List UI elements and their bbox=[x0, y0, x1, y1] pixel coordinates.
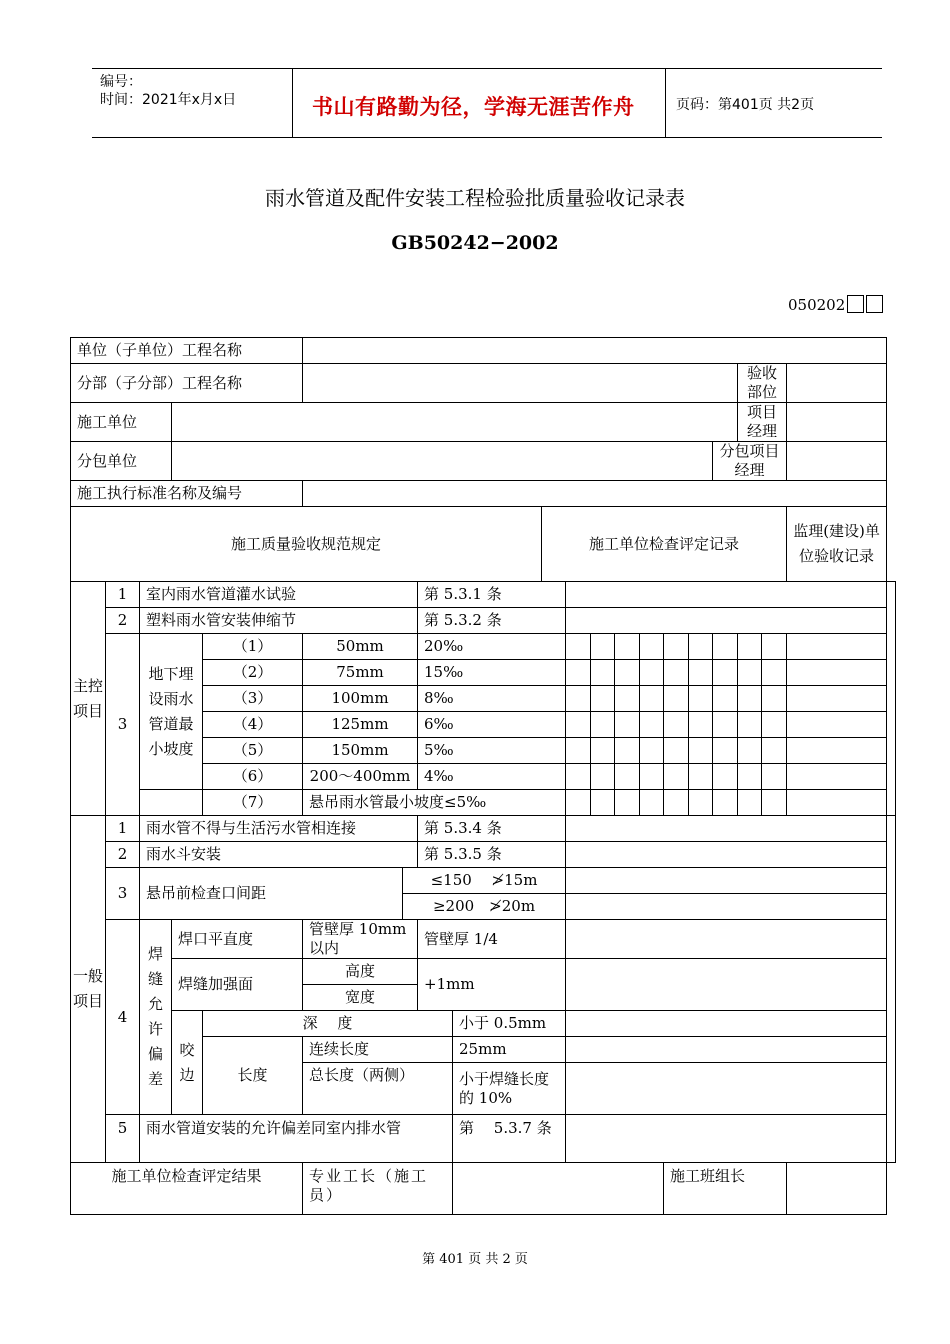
continuous-length-value: 25mm bbox=[453, 1037, 566, 1063]
project-manager-value[interactable] bbox=[787, 403, 887, 442]
item-number: 5 bbox=[106, 1115, 140, 1163]
spec-column-header: 施工质量验收规范规定 bbox=[71, 507, 542, 582]
check-cell[interactable] bbox=[787, 790, 887, 816]
check-record[interactable] bbox=[566, 1115, 887, 1163]
item-name: 室内雨水管道灌水试验 bbox=[140, 582, 418, 608]
weld-deviation-label: 焊缝允许偏差 bbox=[140, 920, 172, 1115]
check-cell[interactable] bbox=[591, 660, 615, 686]
check-column-header: 施工单位检查评定记录 bbox=[542, 507, 787, 582]
check-cell[interactable] bbox=[591, 764, 615, 790]
min-slope: 20‰ bbox=[418, 634, 566, 660]
form-code-number: 050202 bbox=[788, 296, 846, 314]
item-clause: 第 5.3.4 条 bbox=[418, 816, 566, 842]
check-record[interactable] bbox=[566, 920, 887, 959]
item-number: 4 bbox=[106, 920, 140, 1115]
check-cell[interactable] bbox=[591, 686, 615, 712]
general-items-label: 一般项目 bbox=[71, 816, 106, 1163]
check-record[interactable] bbox=[566, 608, 887, 634]
check-cell[interactable] bbox=[566, 660, 591, 686]
page-footer: 第 401 页 共 2 页 bbox=[422, 1252, 528, 1267]
check-cell[interactable] bbox=[762, 712, 787, 738]
subcontract-unit-value[interactable] bbox=[172, 442, 713, 481]
check-cell[interactable] bbox=[713, 686, 738, 712]
check-cell[interactable] bbox=[738, 764, 762, 790]
min-slope: 4‰ bbox=[418, 764, 566, 790]
cleanout-spacing-a: ≤150 ≯15m bbox=[403, 868, 566, 894]
standard-code: GB50242−2002 bbox=[391, 232, 559, 254]
check-cell[interactable] bbox=[762, 634, 787, 660]
undercut-depth-value: 小于 0.5mm bbox=[453, 1011, 566, 1037]
item-number: 3 bbox=[106, 868, 140, 920]
check-cell[interactable] bbox=[640, 712, 664, 738]
slope-index: （5） bbox=[203, 738, 303, 764]
reinforcement-width: 宽度 bbox=[303, 985, 418, 1011]
check-cell[interactable] bbox=[738, 634, 762, 660]
check-cell[interactable] bbox=[713, 712, 738, 738]
team-leader-signature[interactable] bbox=[787, 1163, 887, 1215]
page-header bbox=[92, 68, 882, 138]
check-record[interactable] bbox=[566, 842, 887, 868]
item-clause: 第 5.3.1 条 bbox=[418, 582, 566, 608]
check-record[interactable] bbox=[566, 868, 887, 894]
check-cell[interactable] bbox=[787, 712, 887, 738]
supervision-record[interactable] bbox=[887, 582, 896, 816]
weld-flatness-value: 管壁厚 1/4 bbox=[418, 920, 566, 959]
check-record[interactable] bbox=[566, 1011, 887, 1037]
check-cell[interactable] bbox=[762, 660, 787, 686]
item-clause: 第 5.3.2 条 bbox=[418, 608, 566, 634]
item-name: 雨水斗安装 bbox=[140, 842, 418, 868]
pipe-size: 75mm bbox=[303, 660, 418, 686]
check-cell[interactable] bbox=[615, 712, 640, 738]
check-record[interactable] bbox=[566, 894, 887, 920]
check-cell[interactable] bbox=[689, 660, 713, 686]
check-cell[interactable] bbox=[566, 712, 591, 738]
item-number: 1 bbox=[106, 582, 140, 608]
check-cell[interactable] bbox=[591, 738, 615, 764]
header-divider bbox=[665, 69, 666, 137]
check-cell[interactable] bbox=[566, 634, 591, 660]
result-label: 施工单位检查评定结果 bbox=[71, 1163, 303, 1215]
check-record[interactable] bbox=[566, 1063, 887, 1115]
sub-project-label: 分部（子分部）工程名称 bbox=[71, 364, 303, 403]
slope-index: （3） bbox=[203, 686, 303, 712]
check-cell[interactable] bbox=[566, 686, 591, 712]
min-slope: 5‰ bbox=[418, 738, 566, 764]
slope-index: （2） bbox=[203, 660, 303, 686]
check-cell[interactable] bbox=[591, 712, 615, 738]
check-record[interactable] bbox=[566, 582, 887, 608]
continuous-length-label: 连续长度 bbox=[303, 1037, 453, 1063]
check-cell[interactable] bbox=[738, 660, 762, 686]
inspection-table bbox=[70, 337, 896, 1215]
slope-index: （1） bbox=[203, 634, 303, 660]
check-record[interactable] bbox=[566, 1037, 887, 1063]
standard-name-label: 施工执行标准名称及编号 bbox=[71, 481, 303, 507]
total-length-label: 总长度（两侧） bbox=[303, 1063, 453, 1115]
acceptance-part-value[interactable] bbox=[787, 364, 887, 403]
check-cell[interactable] bbox=[664, 738, 689, 764]
check-cell[interactable] bbox=[689, 764, 713, 790]
check-cell[interactable] bbox=[689, 634, 713, 660]
subcontract-unit-label: 分包单位 bbox=[71, 442, 172, 481]
form-code bbox=[788, 295, 883, 314]
undercut-length-label: 长度 bbox=[203, 1037, 303, 1115]
min-slope: 15‰ bbox=[418, 660, 566, 686]
check-cell[interactable] bbox=[738, 738, 762, 764]
time-label: 时间：2021年x月x日 bbox=[100, 92, 237, 108]
check-cell[interactable] bbox=[640, 660, 664, 686]
check-cell[interactable] bbox=[787, 634, 887, 660]
min-slope: 6‰ bbox=[418, 712, 566, 738]
check-cell[interactable] bbox=[566, 790, 591, 816]
check-cell[interactable] bbox=[713, 764, 738, 790]
check-cell[interactable] bbox=[787, 738, 887, 764]
subcontract-manager-label: 分包项目经理 bbox=[713, 442, 787, 481]
weld-flatness-condition: 管壁厚 10mm 以内 bbox=[303, 920, 418, 959]
check-cell[interactable] bbox=[787, 660, 887, 686]
sub-project-value[interactable] bbox=[303, 364, 738, 403]
code-box[interactable] bbox=[847, 295, 864, 313]
check-cell[interactable] bbox=[762, 738, 787, 764]
weld-reinforcement-label: 焊缝加强面 bbox=[172, 959, 303, 1011]
check-cell[interactable] bbox=[640, 764, 664, 790]
check-cell[interactable] bbox=[689, 738, 713, 764]
team-leader-label: 施工班组长 bbox=[664, 1163, 787, 1215]
check-cell[interactable] bbox=[664, 764, 689, 790]
check-cell[interactable] bbox=[664, 686, 689, 712]
form-title: 雨水管道及配件安装工程检验批质量验收记录表 bbox=[265, 186, 685, 210]
item-number: 2 bbox=[106, 608, 140, 634]
check-cell[interactable] bbox=[566, 738, 591, 764]
blank-cell bbox=[140, 790, 203, 816]
check-cell[interactable] bbox=[787, 686, 887, 712]
pipe-size: 100mm bbox=[303, 686, 418, 712]
pipe-size: 125mm bbox=[303, 712, 418, 738]
slope-index: （6） bbox=[203, 764, 303, 790]
check-cell[interactable] bbox=[762, 790, 787, 816]
check-cell[interactable] bbox=[640, 790, 664, 816]
foreman-signature[interactable] bbox=[453, 1163, 664, 1215]
number-label: 编号： bbox=[100, 74, 142, 90]
item-name: 塑料雨水管安装伸缩节 bbox=[140, 608, 418, 634]
check-cell[interactable] bbox=[640, 686, 664, 712]
check-cell[interactable] bbox=[738, 790, 762, 816]
check-cell[interactable] bbox=[664, 634, 689, 660]
check-cell[interactable] bbox=[615, 790, 640, 816]
check-cell[interactable] bbox=[738, 686, 762, 712]
undercut-label: 咬边 bbox=[172, 1011, 203, 1115]
standard-name-value[interactable] bbox=[303, 481, 887, 507]
check-cell[interactable] bbox=[713, 790, 738, 816]
header-left bbox=[100, 73, 236, 109]
slope-group-label: 地下埋设雨水管道最小坡度 bbox=[140, 634, 203, 790]
check-cell[interactable] bbox=[689, 790, 713, 816]
header-page-info: 页码：第401页 共2页 bbox=[676, 97, 815, 113]
project-manager-label: 项目经理 bbox=[738, 403, 787, 442]
check-cell[interactable] bbox=[640, 738, 664, 764]
unit-project-value[interactable] bbox=[303, 338, 887, 364]
foreman-label: 专业工长（施工员） bbox=[303, 1163, 453, 1215]
code-box[interactable] bbox=[866, 295, 883, 313]
check-cell[interactable] bbox=[713, 634, 738, 660]
check-cell[interactable] bbox=[664, 660, 689, 686]
check-cell[interactable] bbox=[664, 790, 689, 816]
min-slope: 8‰ bbox=[418, 686, 566, 712]
item-clause: 第 5.3.5 条 bbox=[418, 842, 566, 868]
pipe-size: 150mm bbox=[303, 738, 418, 764]
construction-unit-value[interactable] bbox=[172, 403, 738, 442]
acceptance-part-label: 验收部位 bbox=[738, 364, 787, 403]
construction-unit-label: 施工单位 bbox=[71, 403, 172, 442]
check-cell[interactable] bbox=[738, 712, 762, 738]
cleanout-spacing-b: ≥200 ≯20m bbox=[403, 894, 566, 920]
item-number: 2 bbox=[106, 842, 140, 868]
check-cell[interactable] bbox=[615, 660, 640, 686]
item-name: 悬吊前检查口间距 bbox=[140, 868, 403, 920]
pipe-size: 200～400mm bbox=[303, 764, 418, 790]
check-cell[interactable] bbox=[689, 686, 713, 712]
subcontract-manager-value[interactable] bbox=[787, 442, 887, 481]
check-cell[interactable] bbox=[762, 764, 787, 790]
check-cell[interactable] bbox=[713, 738, 738, 764]
item-number: 1 bbox=[106, 816, 140, 842]
undercut-depth-label: 深 度 bbox=[203, 1011, 453, 1037]
item-number: 3 bbox=[106, 634, 140, 816]
header-divider bbox=[292, 69, 293, 137]
hanging-pipe-slope: 悬吊雨水管最小坡度≤5‰ bbox=[303, 790, 566, 816]
item-clause: 第 5.3.7 条 bbox=[453, 1115, 566, 1163]
reinforcement-value: +1mm bbox=[418, 959, 566, 1011]
supervision-column-header: 监理(建设)单位验收记录 bbox=[787, 507, 887, 582]
check-cell[interactable] bbox=[664, 712, 689, 738]
reinforcement-height: 高度 bbox=[303, 959, 418, 985]
check-cell[interactable] bbox=[566, 764, 591, 790]
weld-flatness-label: 焊口平直度 bbox=[172, 920, 303, 959]
check-cell[interactable] bbox=[615, 634, 640, 660]
slope-index: （7） bbox=[203, 790, 303, 816]
check-cell[interactable] bbox=[713, 660, 738, 686]
header-motto: 书山有路勤为径，学海无涯苦作舟 bbox=[312, 95, 635, 119]
pipe-size: 50mm bbox=[303, 634, 418, 660]
check-cell[interactable] bbox=[787, 764, 887, 790]
check-record[interactable] bbox=[566, 816, 887, 842]
item-name: 雨水管道安装的允许偏差同室内排水管 bbox=[140, 1115, 453, 1163]
check-cell[interactable] bbox=[640, 634, 664, 660]
check-cell[interactable] bbox=[591, 634, 615, 660]
supervision-record[interactable] bbox=[887, 816, 896, 1163]
total-length-value: 小于焊缝长度的 10% bbox=[453, 1063, 566, 1115]
check-record[interactable] bbox=[566, 959, 887, 1011]
slope-index: （4） bbox=[203, 712, 303, 738]
check-cell[interactable] bbox=[615, 686, 640, 712]
check-cell[interactable] bbox=[591, 790, 615, 816]
check-cell[interactable] bbox=[689, 712, 713, 738]
main-items-label: 主控项目 bbox=[71, 582, 106, 816]
check-cell[interactable] bbox=[762, 686, 787, 712]
unit-project-label: 单位（子单位）工程名称 bbox=[71, 338, 303, 364]
check-cell[interactable] bbox=[615, 764, 640, 790]
item-name: 雨水管不得与生活污水管相连接 bbox=[140, 816, 418, 842]
check-cell[interactable] bbox=[615, 738, 640, 764]
